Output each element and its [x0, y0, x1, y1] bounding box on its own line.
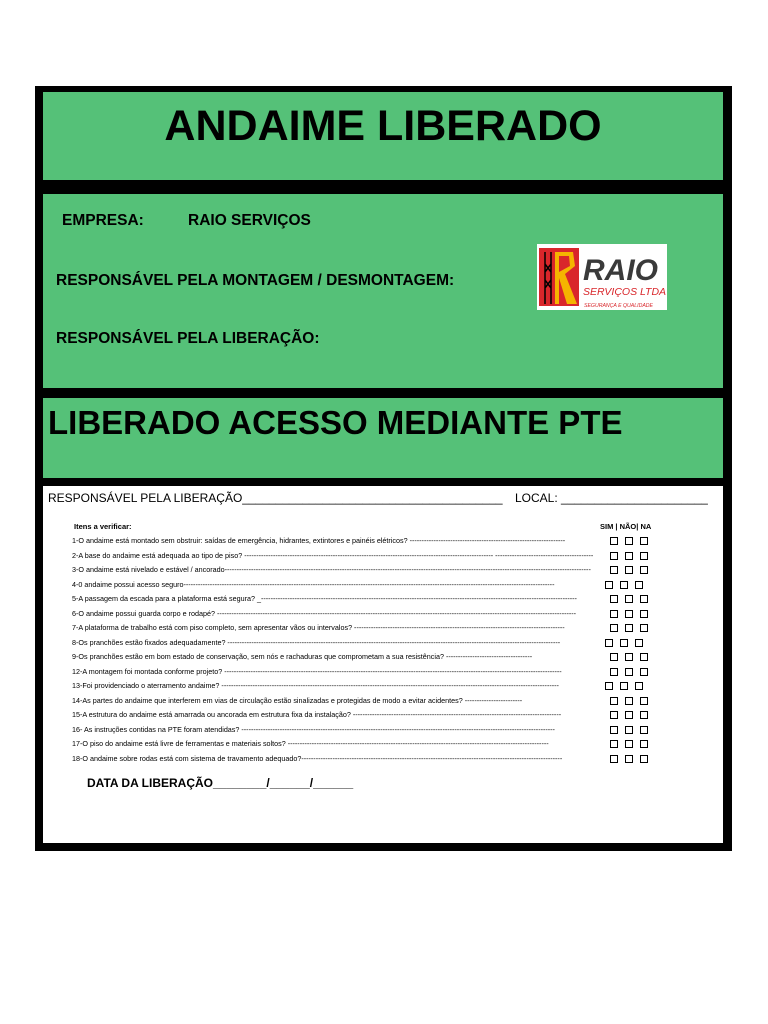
checkbox-group	[610, 624, 658, 632]
checkbox-na[interactable]	[640, 653, 648, 661]
checkbox-sim[interactable]	[610, 668, 618, 676]
checkbox-nao[interactable]	[625, 624, 633, 632]
form-frame	[35, 86, 732, 851]
company-logo	[537, 244, 667, 310]
header-panel	[43, 92, 723, 180]
checkbox-group	[610, 668, 658, 676]
checkbox-nao[interactable]	[625, 697, 633, 705]
checklist-panel	[43, 486, 723, 843]
checkbox-nao[interactable]	[625, 740, 633, 748]
checkbox-group	[610, 697, 658, 705]
checkbox-nao[interactable]	[625, 653, 633, 661]
checkbox-group	[610, 711, 658, 719]
checklist-item-text: 5-A passagem da escada para a plataforma está segura? _------------------------------------------------------------------------------------------------------------------------------------	[72, 594, 577, 603]
checkbox-group	[610, 755, 658, 763]
checkbox-na[interactable]	[640, 610, 648, 618]
checkbox-group	[610, 566, 658, 574]
checkbox-na[interactable]	[635, 581, 643, 589]
checklist-item-text: 1-O andaime está montado sem obstruir: saídas de emergência, hidrantes, extintores e painéis elétricos? -----------------------------------------------------------------	[72, 536, 566, 545]
liberacao-label: RESPONSÁVEL PELA LIBERAÇÃO:	[56, 330, 320, 347]
responsavel-liberacao-field: RESPONSÁVEL PELA LIBERAÇÃO_______________________________________	[48, 491, 503, 505]
checkbox-nao[interactable]	[625, 711, 633, 719]
checkbox-na[interactable]	[640, 624, 648, 632]
checklist-item-text: 18-O andaime sobre rodas está com sistema de travamento adequado?-------------------------------------------------------------------------------------------------------------	[72, 753, 563, 763]
checkbox-group	[610, 653, 658, 661]
checkbox-nao[interactable]	[625, 537, 633, 545]
checkbox-nao[interactable]	[625, 668, 633, 676]
svg-text:SERVIÇOS LTDA: SERVIÇOS LTDA	[583, 286, 667, 298]
checkbox-sim[interactable]	[610, 726, 618, 734]
checklist-item-text: 3-O andaime está nivelado e estável / ancorado---------------------------------------------------------------------------------------------------------------------------------------------------------	[72, 565, 591, 574]
checkbox-group	[610, 610, 658, 618]
checklist-item-text: 17-O piso do andaime está livre de ferramentas e materiais soltos? -------------------------------------------------------------------------------------------------------------	[72, 739, 549, 748]
checkbox-sim[interactable]	[610, 624, 618, 632]
checkbox-group	[610, 552, 658, 560]
empresa-label: EMPRESA:	[62, 212, 144, 229]
checklist-item-text: 16- As instruções contidas na PTE foram atendidas? -----------------------------------------------------------------------------------------------------------------------------------	[72, 724, 555, 734]
data-liberacao-field: DATA DA LIBERAÇÃO________/______/______	[87, 776, 354, 790]
checkbox-na[interactable]	[640, 755, 648, 763]
checkbox-sim[interactable]	[605, 639, 613, 647]
checkbox-na[interactable]	[635, 639, 643, 647]
access-title: LIBERADO ACESSO MEDIANTE PTE	[48, 404, 623, 441]
checkbox-group	[610, 595, 658, 603]
checkbox-group	[610, 740, 658, 748]
checkbox-sim[interactable]	[610, 711, 618, 719]
checkbox-nao[interactable]	[620, 682, 628, 690]
raio-logo-icon	[537, 244, 667, 310]
checkbox-nao[interactable]	[625, 610, 633, 618]
checkbox-sim[interactable]	[610, 740, 618, 748]
checkbox-sim[interactable]	[610, 537, 618, 545]
checkbox-nao[interactable]	[625, 595, 633, 603]
checkbox-group	[610, 726, 658, 734]
checkbox-nao[interactable]	[620, 639, 628, 647]
company-panel	[43, 194, 723, 388]
checkbox-sim[interactable]	[610, 610, 618, 618]
checkbox-group	[605, 639, 653, 647]
checkbox-na[interactable]	[640, 668, 648, 676]
checklist-item-text: 2-A base do andaime está adequada ao tipo de piso? -------------------------------------------------------------------------------------------------------- -----------------------------------------	[72, 550, 594, 560]
checklist-item-text: 9-Os pranchões estão em bom estado de conservação, sem nós e rachaduras que comprometam a sua resistência? ------------------------------------	[72, 652, 533, 661]
checkbox-sim[interactable]	[610, 653, 618, 661]
checklist-item-text: 12-A montagem foi montada conforme projeto? ---------------------------------------------------------------------------------------------------------------------------------------------	[72, 666, 562, 676]
checkbox-na[interactable]	[640, 711, 648, 719]
checkbox-na[interactable]	[640, 552, 648, 560]
local-field: LOCAL: ______________________	[515, 491, 708, 505]
checkbox-nao[interactable]	[625, 566, 633, 574]
checklist-item-text: 4-0 andaime possui acesso seguro-----------------------------------------------------------------------------------------------------------------------------------------------------------	[72, 579, 555, 589]
access-panel	[43, 398, 723, 478]
checkbox-sim[interactable]	[610, 566, 618, 574]
checkbox-na[interactable]	[640, 537, 648, 545]
checklist-item-text: 15-A estrutura do andaime está amarrada ou ancorada em estrutura fixa da instalação? ---------------------------------------------------------------------------------------	[72, 710, 562, 719]
checkbox-nao[interactable]	[625, 755, 633, 763]
checkbox-nao[interactable]	[625, 726, 633, 734]
checkbox-group	[605, 581, 653, 589]
svg-text:SEGURANÇA E QUALIDADE: SEGURANÇA E QUALIDADE	[584, 303, 653, 309]
page-title: ANDAIME LIBERADO	[164, 102, 602, 150]
checkbox-sim[interactable]	[605, 581, 613, 589]
checklist-item-text: 7-A plataforma de trabalho está com piso completo, sem apresentar vãos ou intervalos? ----------------------------------------------------------------------------------------	[72, 623, 565, 632]
checklist-item-text: 13-Foi providenciado o aterramento andaime? ---------------------------------------------------------------------------------------------------------------------------------------------	[72, 681, 559, 690]
checkbox-na[interactable]	[640, 595, 648, 603]
checkbox-na[interactable]	[635, 682, 643, 690]
empresa-value: RAIO SERVIÇOS	[188, 212, 311, 229]
checkbox-na[interactable]	[640, 697, 648, 705]
checklist-item-text: 14-As partes do andaime que interferem em vias de circulação estão sinalizadas e protegidas de modo a evitar acidentes? ------------------------	[72, 695, 523, 705]
checkbox-group	[610, 537, 658, 545]
items-header: Itens a verificar:	[74, 522, 132, 531]
checklist-item-text: 8-Os pranchões estão fixados adequadamente? -------------------------------------------------------------------------------------------------------------------------------------------	[72, 637, 561, 647]
checkbox-sim[interactable]	[610, 552, 618, 560]
checklist-item-text: 6-O andaime possui guarda corpo e rodapé? ------------------------------------------------------------------------------------------------------------------------------------------------------	[72, 608, 577, 618]
checkbox-sim[interactable]	[610, 595, 618, 603]
checkbox-na[interactable]	[640, 726, 648, 734]
checkbox-nao[interactable]	[620, 581, 628, 589]
columns-header: SIM | NÃO| NA	[600, 522, 652, 531]
checkbox-sim[interactable]	[610, 755, 618, 763]
checkbox-na[interactable]	[640, 740, 648, 748]
checkbox-na[interactable]	[640, 566, 648, 574]
checkbox-sim[interactable]	[605, 682, 613, 690]
svg-text:RAIO: RAIO	[583, 254, 658, 287]
checkbox-sim[interactable]	[610, 697, 618, 705]
checkbox-group	[605, 682, 653, 690]
montagem-label: RESPONSÁVEL PELA MONTAGEM / DESMONTAGEM:	[56, 272, 455, 289]
checkbox-nao[interactable]	[625, 552, 633, 560]
